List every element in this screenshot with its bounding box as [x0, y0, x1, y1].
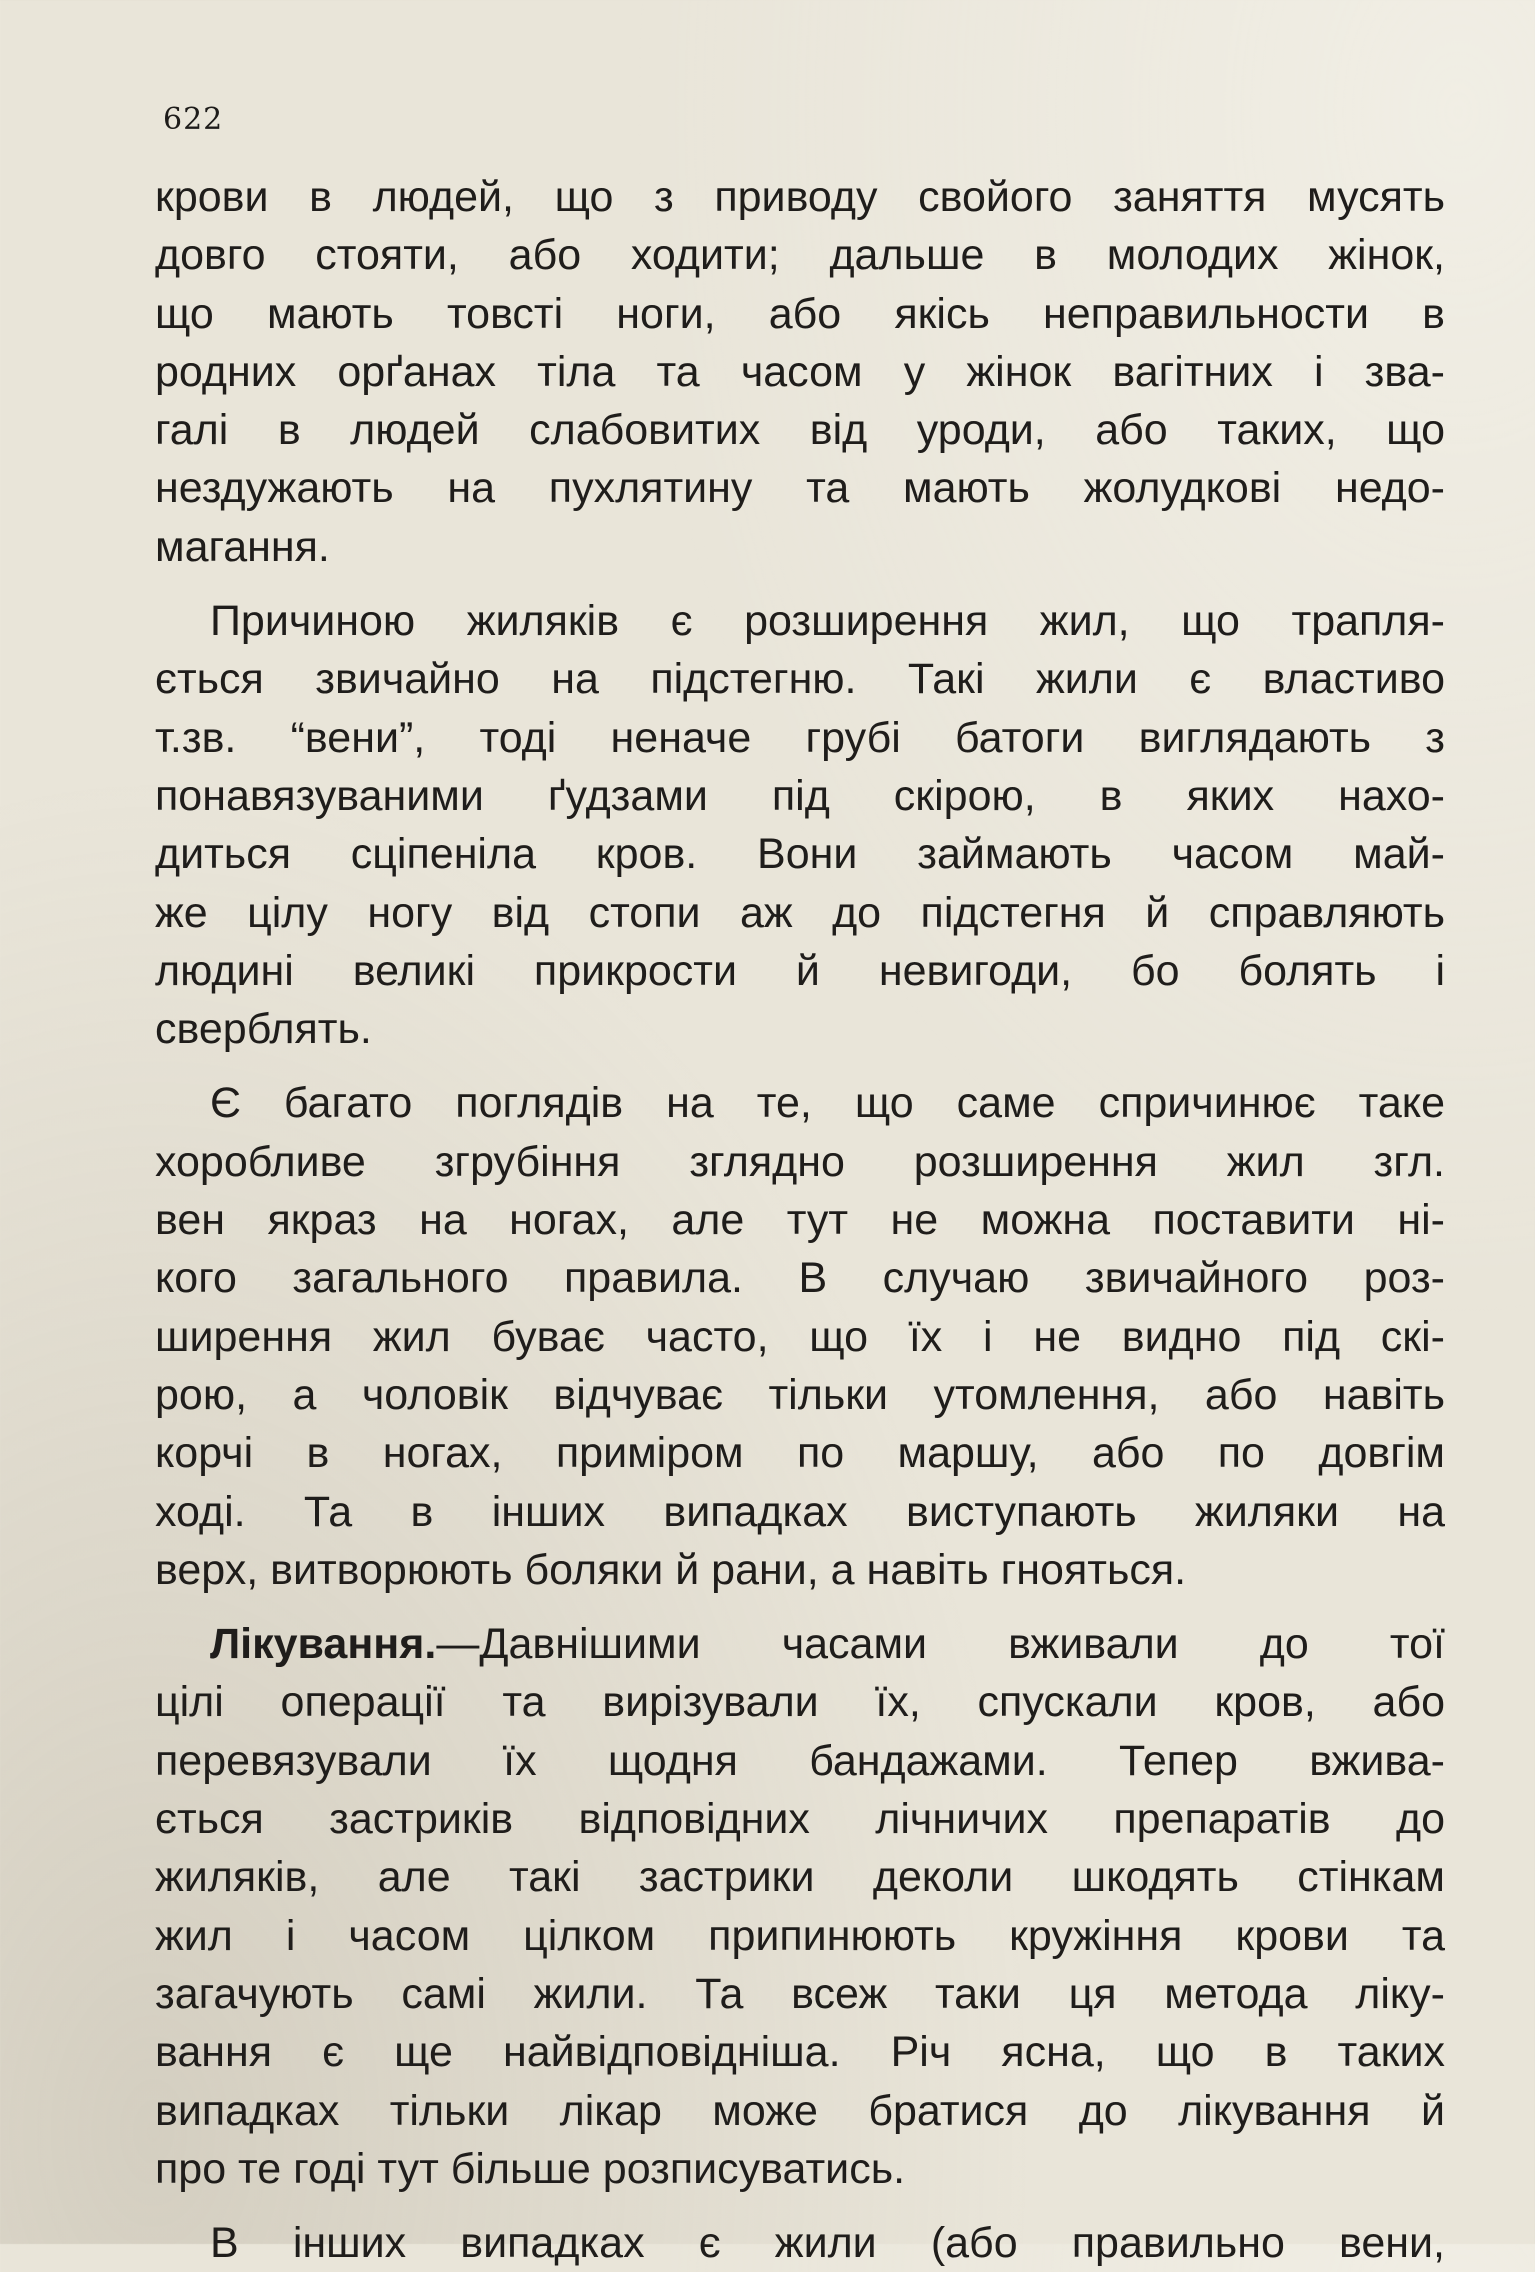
text-line: Причиною жиляків є розширення жил, що трапля- — [210, 597, 1445, 646]
text-line: галі в людей слабовитих від уроди, або таких, що — [155, 406, 1445, 455]
section-heading: Лікування. — [210, 1620, 437, 1669]
text-line: ширення жил буває часто, що їх і не видно під скі- — [155, 1312, 1445, 1361]
text-line: родних орґанах тіла та часом у жінок вагітних і зва- — [155, 347, 1445, 396]
text-line: перевязували їх щодня бандажами. Тепер вжива- — [155, 1736, 1445, 1785]
paragraph — [155, 592, 1445, 1058]
text-line: ється звичайно на підстегню. Такі жили є властиво — [155, 655, 1445, 704]
text-line: жил і часом цілком припинюють кружіння крови та — [155, 1911, 1445, 1960]
text-line: хоробливе згрубіння зглядно розширення жил згл. — [155, 1137, 1445, 1186]
text-line: людині великі прикрости й невигоди, бо болять і — [155, 946, 1445, 995]
text-line: що мають товсті ноги, або якісь неправильности в — [155, 289, 1445, 338]
text-line: В інших випадках є жили (або правильно вени, — [210, 2219, 1445, 2268]
text-line: нездужають на пухлятину та мають жолудкові недо- — [155, 464, 1445, 513]
text-line: диться сціпеніла кров. Вони займають часом май- — [155, 830, 1445, 879]
text-line: довго стояти, або ходити; дальше в молодих жінок, — [155, 231, 1445, 280]
text-line: сверблять. — [155, 1005, 372, 1054]
paragraph — [155, 1074, 1445, 1599]
text-line: крови в людей, що з приводу свойого заняття мусять — [155, 173, 1445, 221]
page-number: 622 — [163, 102, 224, 137]
text-line: корчі в ногах, приміром по маршу, або по довгім — [155, 1429, 1445, 1478]
text-column — [155, 168, 1445, 2272]
text-line: магання. — [155, 522, 330, 571]
text-run: —Давнішими часами вживали до тої — [436, 1620, 1445, 1669]
paragraph — [155, 2214, 1445, 2272]
text-line: вання є ще найвідповідніша. Річ ясна, що в таких — [155, 2028, 1445, 2077]
text-line: загачують самі жили. Та всеж таки ця метода ліку- — [155, 1969, 1445, 2018]
text-line: ється застриків відповідних лічничих препаратів до — [155, 1795, 1445, 1844]
text-line — [155, 1615, 1445, 1673]
paragraph — [155, 1615, 1445, 2198]
text-line: випадках тільки лікар може братися до лікування й — [155, 2086, 1445, 2135]
text-line: ході. Та в інших випадках виступають жиляки на — [155, 1487, 1445, 1536]
text-line: цілі операції та вирізували їх, спускали кров, або — [155, 1678, 1445, 1727]
text-line: рою, а чоловік відчуває тільки утомлення, або навіть — [155, 1370, 1445, 1419]
text-line: понавязуваними ґудзами під скірою, в яких нахо- — [155, 771, 1445, 820]
text-line: верх, витворюють боляки й рани, а навіть гнояться. — [155, 1545, 1187, 1594]
text-line: же цілу ногу від стопи аж до підстегня й справляють — [155, 888, 1445, 937]
text-line: кого загального правила. В случаю звичайного роз- — [155, 1254, 1445, 1303]
text-line: т.зв. “вени”, тоді неначе грубі батоги виглядають з — [155, 713, 1445, 762]
text-line: Є багато поглядів на те, що саме спричинює таке — [210, 1079, 1445, 1128]
text-line: жиляків, але такі застрики деколи шкодять стінкам — [155, 1853, 1445, 1902]
paragraph — [155, 168, 1445, 576]
text-line: вен якраз на ногах, але тут не можна поставити ні- — [155, 1196, 1445, 1245]
text-line: про те годі тут більше розписуватись. — [155, 2144, 906, 2193]
